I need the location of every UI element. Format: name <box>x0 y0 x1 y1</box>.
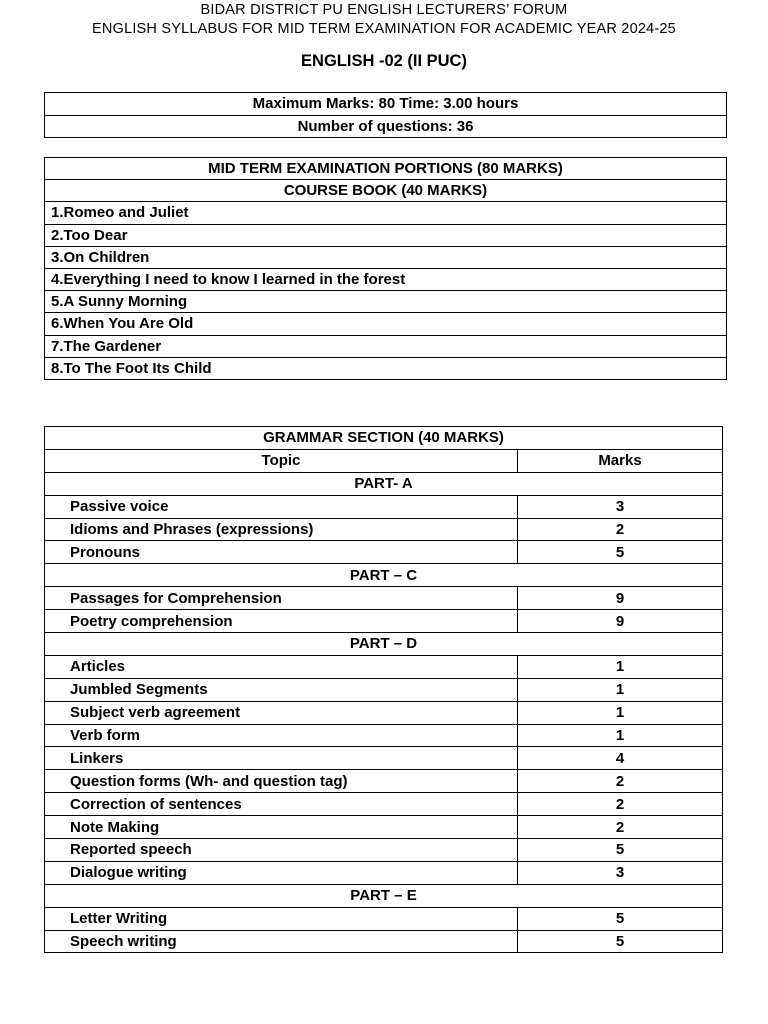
table-row <box>45 839 723 862</box>
lesson-item: 5.A Sunny Morning <box>45 291 727 313</box>
course-book-title: COURSE BOOK (40 MARKS) <box>45 180 727 202</box>
marks-cell: 2 <box>518 518 723 541</box>
table-row <box>45 610 723 633</box>
topic-cell: Verb form <box>45 724 518 747</box>
lesson-row <box>45 313 727 335</box>
topic-cell: Idioms and Phrases (expressions) <box>45 518 518 541</box>
lesson-item: 4.Everything I need to know I learned in the forest <box>45 268 727 290</box>
marks-cell: 5 <box>518 541 723 564</box>
table-row <box>45 907 723 930</box>
marks-header: Marks <box>518 449 723 472</box>
table-row <box>45 518 723 541</box>
grammar-title: GRAMMAR SECTION (40 MARKS) <box>45 427 723 450</box>
marks-cell: 3 <box>518 495 723 518</box>
lesson-row <box>45 224 727 246</box>
table-row <box>45 701 723 724</box>
lesson-row <box>45 246 727 268</box>
part-heading: PART – E <box>45 884 723 907</box>
table-row <box>45 587 723 610</box>
marks-cell: 9 <box>518 610 723 633</box>
lesson-row <box>45 202 727 224</box>
topic-cell: Poetry comprehension <box>45 610 518 633</box>
marks-cell: 2 <box>518 770 723 793</box>
lesson-row <box>45 357 727 379</box>
part-heading: PART – C <box>45 564 723 587</box>
questions-cell: Number of questions: 36 <box>45 115 727 138</box>
table-row <box>45 495 723 518</box>
topic-cell: Subject verb agreement <box>45 701 518 724</box>
table-row <box>45 930 723 953</box>
marks-cell: 9 <box>518 587 723 610</box>
lesson-item: 6.When You Are Old <box>45 313 727 335</box>
topic-cell: Passages for Comprehension <box>45 587 518 610</box>
lesson-item: 7.The Gardener <box>45 335 727 357</box>
part-heading: PART- A <box>45 472 723 495</box>
part-row <box>45 564 723 587</box>
topic-cell: Pronouns <box>45 541 518 564</box>
marks-cell: 5 <box>518 839 723 862</box>
topic-cell: Reported speech <box>45 839 518 862</box>
table-row <box>45 793 723 816</box>
topic-cell: Linkers <box>45 747 518 770</box>
topic-cell: Speech writing <box>45 930 518 953</box>
table-row <box>45 770 723 793</box>
subject-title: ENGLISH -02 (II PUC) <box>301 52 467 70</box>
topic-cell: Question forms (Wh- and question tag) <box>45 770 518 793</box>
portions-title: MID TERM EXAMINATION PORTIONS (80 MARKS) <box>45 158 727 180</box>
portions-table <box>44 157 727 380</box>
table-row <box>45 816 723 839</box>
marks-cell: 2 <box>518 793 723 816</box>
topic-cell: Dialogue writing <box>45 861 518 884</box>
part-heading: PART – D <box>45 633 723 656</box>
marks-cell: 1 <box>518 655 723 678</box>
table-row <box>45 724 723 747</box>
marks-cell: 5 <box>518 930 723 953</box>
marks-cell: 5 <box>518 907 723 930</box>
exam-info-table <box>44 92 727 138</box>
marks-cell: 1 <box>518 724 723 747</box>
marks-cell: 2 <box>518 816 723 839</box>
part-row <box>45 884 723 907</box>
forum-title: BIDAR DISTRICT PU ENGLISH LECTURERS’ FORUM <box>200 2 568 18</box>
marks-cell: 4 <box>518 747 723 770</box>
table-row <box>45 678 723 701</box>
lesson-row <box>45 291 727 313</box>
topic-cell: Letter Writing <box>45 907 518 930</box>
topic-cell: Passive voice <box>45 495 518 518</box>
table-row <box>45 655 723 678</box>
topic-cell: Note Making <box>45 816 518 839</box>
topic-header: Topic <box>45 449 518 472</box>
marks-cell: 3 <box>518 861 723 884</box>
marks-cell: 1 <box>518 701 723 724</box>
topic-cell: Jumbled Segments <box>45 678 518 701</box>
lesson-item: 2.Too Dear <box>45 224 727 246</box>
part-row <box>45 472 723 495</box>
topic-cell: Correction of sentences <box>45 793 518 816</box>
table-row <box>45 541 723 564</box>
table-row <box>45 861 723 884</box>
topic-cell: Articles <box>45 655 518 678</box>
marks-time-cell: Maximum Marks: 80 Time: 3.00 hours <box>45 93 727 116</box>
lesson-row <box>45 335 727 357</box>
lesson-row <box>45 268 727 290</box>
lesson-item: 3.On Children <box>45 246 727 268</box>
syllabus-title: ENGLISH SYLLABUS FOR MID TERM EXAMINATION FOR ACADEMIC YEAR 2024-25 <box>92 21 676 37</box>
grammar-table <box>44 426 723 953</box>
marks-cell: 1 <box>518 678 723 701</box>
part-row <box>45 633 723 656</box>
table-row <box>45 747 723 770</box>
lesson-item: 1.Romeo and Juliet <box>45 202 727 224</box>
lesson-item: 8.To The Foot Its Child <box>45 357 727 379</box>
